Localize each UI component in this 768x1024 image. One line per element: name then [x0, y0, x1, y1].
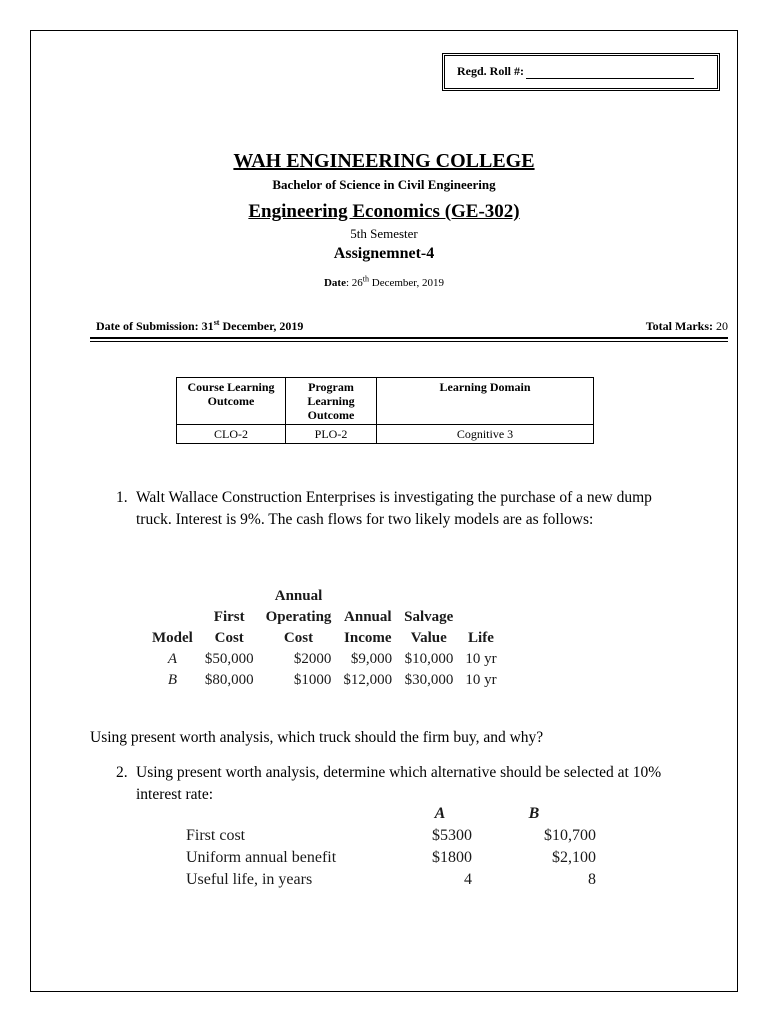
truck-header-cell: [199, 586, 260, 607]
alternatives-corner: [186, 803, 408, 825]
truck-life: 10 yr: [465, 672, 497, 688]
alternative-a-value: $5300: [432, 827, 472, 844]
truck-header-cell: Cost: [283, 630, 314, 646]
truck-header-cell: [146, 586, 199, 607]
total-marks-value: 20: [713, 319, 728, 333]
question-1: [116, 487, 676, 531]
truck-header-cell: Cost: [214, 630, 244, 646]
question-1-prompt: Using present worth analysis, which truck should the firm buy, and why?: [90, 729, 544, 746]
assignment-title: Assignemnet-4: [333, 245, 435, 262]
divider-thin: [90, 341, 728, 342]
truck-header-row: [146, 628, 503, 649]
truck-data-table: [146, 586, 503, 691]
roll-number-box: [442, 53, 720, 91]
outcomes-cell: CLO-2: [177, 425, 286, 444]
alternative-b-value: $10,700: [544, 827, 596, 844]
truck-header-cell: Annual: [274, 588, 323, 604]
outcomes-header: Learning Domain: [377, 378, 594, 425]
alternative-a-value: 4: [464, 871, 472, 888]
roll-number-field[interactable]: [457, 64, 694, 79]
truck-annual-income: $9,000: [350, 651, 393, 667]
submission-date: [96, 319, 303, 334]
total-marks-label: Total Marks:: [645, 319, 713, 333]
roll-number-label: Regd. Roll #:: [457, 64, 524, 78]
date-suffix: th: [362, 274, 370, 284]
question-number: 1.: [116, 489, 128, 506]
alternatives-header-row: [186, 803, 596, 825]
question-number: 2.: [116, 764, 128, 781]
alternative-b-value: 8: [588, 871, 596, 888]
truck-row: [146, 670, 503, 691]
semester: 5th Semester: [350, 226, 418, 241]
truck-first-cost: $50,000: [204, 651, 254, 667]
truck-operating-cost: $2000: [293, 651, 332, 667]
outcomes-row: [177, 425, 594, 444]
truck-model: B: [167, 672, 177, 688]
total-marks: [646, 319, 728, 334]
truck-header-cell: Life: [468, 630, 494, 646]
truck-header-cell: [398, 586, 459, 607]
truck-model: A: [167, 651, 177, 667]
degree-name: Bachelor of Science in Civil Engineering: [272, 177, 496, 192]
truck-salvage-value: $30,000: [404, 672, 454, 688]
truck-header-cell: [459, 586, 502, 607]
truck-header-row: [146, 607, 503, 628]
truck-header-cell: [146, 607, 199, 628]
outcomes-cell: Cognitive 3: [377, 425, 594, 444]
truck-header-cell: Operating: [265, 609, 332, 625]
divider-thick: [90, 337, 728, 339]
alternatives-label: Uniform annual benefit: [186, 849, 337, 866]
outcomes-header: Course Learning Outcome: [177, 378, 286, 425]
issue-date: Date: 26th December, 2019: [323, 274, 445, 289]
outcomes-header-row: [177, 378, 594, 425]
truck-life: 10 yr: [465, 651, 497, 667]
date-day: 26: [351, 277, 363, 289]
question-text: Walt Wallace Construction Enterprises is investigating the purchase of a new dump truck. Interest is 9%. The cash flows for two likely models are as follows:: [136, 489, 652, 528]
truck-salvage-value: $10,000: [404, 651, 454, 667]
alternative-a-header: A: [434, 805, 446, 822]
question-2: [116, 762, 696, 806]
truck-header-cell: Salvage: [404, 609, 454, 625]
alternatives-row: [186, 869, 596, 891]
alternative-b-header: B: [528, 805, 540, 822]
alternatives-table: [186, 803, 596, 891]
college-name: WAH ENGINEERING COLLEGE: [233, 150, 535, 172]
truck-header-cell: [337, 586, 398, 607]
outcomes-table: [176, 377, 594, 444]
truck-header-cell: First: [213, 609, 245, 625]
truck-header-cell: Model: [152, 630, 193, 646]
alternatives-row: [186, 825, 596, 847]
date-rest: December, 2019: [369, 277, 445, 289]
truck-header-row: [146, 586, 503, 607]
roll-number-blank[interactable]: [526, 67, 694, 79]
truck-header-cell: Income: [344, 630, 392, 646]
truck-annual-income: $12,000: [343, 672, 393, 688]
submission-rest: December, 2019: [219, 319, 304, 333]
truck-header-cell: [459, 607, 502, 628]
truck-header-cell: Annual: [344, 609, 392, 625]
alternative-a-value: $1800: [432, 849, 472, 866]
submission-suffix: st: [213, 318, 220, 327]
question-text: Using present worth analysis, determine which alternative should be selected at 10% interest rate:: [136, 764, 662, 803]
truck-row: [146, 649, 503, 670]
alternatives-row: [186, 847, 596, 869]
outcomes-cell: PLO-2: [286, 425, 377, 444]
alternative-b-value: $2,100: [552, 849, 596, 866]
outcomes-header: Program Learning Outcome: [286, 378, 377, 425]
date-label: Date: [323, 277, 346, 289]
truck-operating-cost: $1000: [293, 672, 332, 688]
truck-header-cell: Value: [410, 630, 447, 646]
submission-label: Date of Submission: 31: [96, 319, 214, 333]
alternatives-label: Useful life, in years: [186, 871, 313, 888]
alternatives-label: First cost: [186, 827, 246, 844]
course-title: Engineering Economics (GE-302): [248, 201, 520, 222]
truck-first-cost: $80,000: [204, 672, 254, 688]
